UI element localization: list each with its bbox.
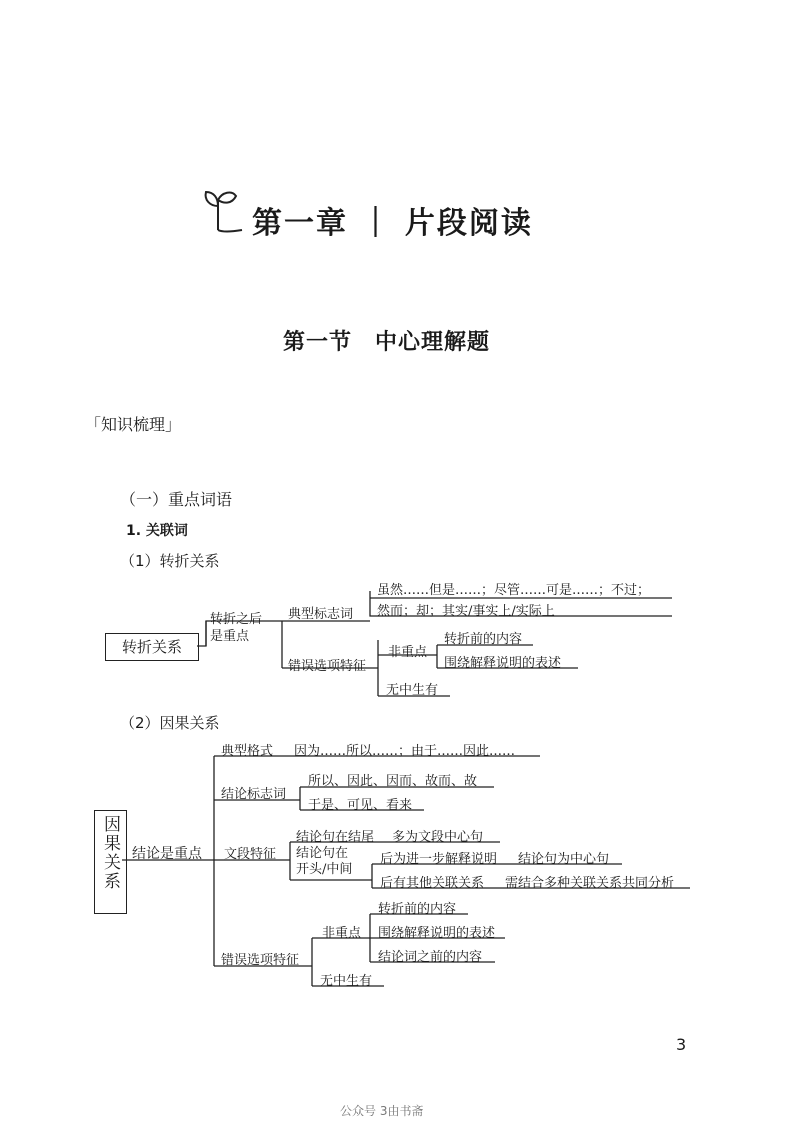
turn-nonkey: 非重点 [388,645,428,660]
cause-mid-line1: 结论句在 [296,846,349,861]
part-title: （一）重点词语 [120,490,233,509]
section-title: 第一节 中心理解题 [283,330,491,355]
cause-mid-b-result: 需结合多种关联关系共同分析 [505,876,675,891]
cause-box: 因果关系 [94,810,127,914]
turn-branch-line1: 转折之后 [210,612,263,627]
cause-format-text: 因为……所以……；由于……因此…… [294,744,516,759]
cause-mid-a-result: 结论句为中心句 [518,852,610,867]
cause-nonkey: 非重点 [322,926,362,941]
cause-nonkey-item-3: 结论词之前的内容 [378,950,483,965]
page-number: 3 [676,1035,687,1054]
turn-wrong-label: 错误选项特征 [288,659,367,674]
turn-box: 转折关系 [105,633,199,661]
turn-title: （1）转折关系 [120,552,220,570]
cause-end-result: 多为文段中心句 [392,830,484,845]
cause-marker-item-2: 于是、可见、看来 [308,798,413,813]
cause-wrong-label: 错误选项特征 [221,953,300,968]
watermark: 公众号 3由书斋 [340,1104,424,1118]
cause-mid-a: 后为进一步解释说明 [380,852,498,867]
turn-nonkey-item-2: 围绕解释说明的表述 [444,656,562,671]
sub-title: 1. 关联词 [126,523,188,539]
turn-nonkey-item-1: 转折前的内容 [444,632,523,647]
turn-branch-line2: 是重点 [210,629,250,644]
cause-format-label: 典型格式 [221,744,274,759]
knowledge-label: 「知识梳理」 [85,415,182,434]
turn-fabricate: 无中生有 [386,683,439,698]
cause-nonkey-item-2: 围绕解释说明的表述 [378,926,496,941]
cause-marker-label: 结论标志词 [221,787,287,802]
cause-mid-b: 后有其他关联关系 [380,876,485,891]
cause-mid [296,846,352,878]
turn-marker-line1: 虽然……但是……；尽管……可是……；不过； [377,583,651,598]
chapter-title: 第一章 ｜ 片段阅读 [252,206,533,241]
cause-fabricate: 无中生有 [320,974,373,989]
cause-nonkey-item-1: 转折前的内容 [378,902,457,917]
cause-root: 结论是重点 [132,846,202,862]
turn-marker-label: 典型标志词 [288,607,354,622]
cause-mid-line2: 开头/中间 [296,862,353,877]
cause-para-label: 文段特征 [224,847,277,862]
cause-title: （2）因果关系 [120,714,220,732]
turn-marker-line2: 然而；却；其实/事实上/实际上 [377,604,555,619]
cause-marker-item-1: 所以、因此、因而、故而、故 [308,774,478,789]
cause-end-label: 结论句在结尾 [296,830,375,845]
